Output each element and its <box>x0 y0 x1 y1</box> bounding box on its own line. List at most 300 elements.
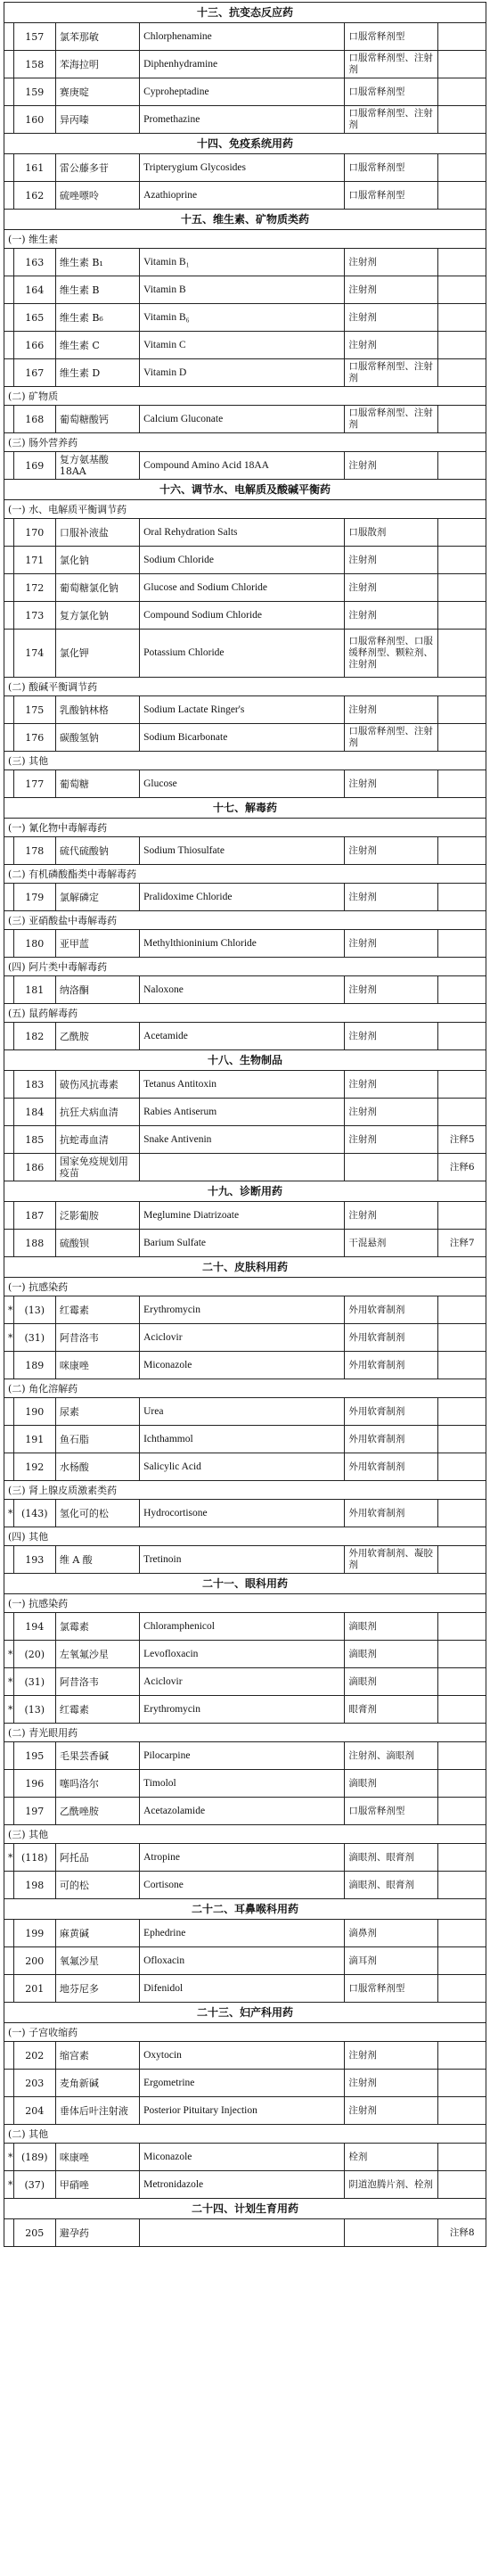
dosage-form: 滴眼剂 <box>345 1613 438 1641</box>
drug-row <box>4 930 486 958</box>
drug-name-english: Chloramphenicol <box>140 1613 345 1641</box>
row-number: 176 <box>13 724 55 752</box>
dosage-form: 外用软膏制剂 <box>345 1324 438 1352</box>
drug-name-english: Levofloxacin <box>140 1641 345 1668</box>
row-mark <box>4 1872 14 1899</box>
row-number: 161 <box>13 154 55 182</box>
subsection-row <box>4 1379 486 1398</box>
drug-row <box>4 1202 486 1230</box>
drug-row <box>4 1099 486 1126</box>
drug-row <box>4 182 486 210</box>
row-number: 191 <box>13 1426 55 1453</box>
drug-name-english: Tripterygium Glycosides <box>140 154 345 182</box>
drug-name-english: Hydrocortisone <box>140 1500 345 1527</box>
row-mark <box>4 1453 14 1481</box>
subsection-label: (一) 抗感染药 <box>4 1594 486 1613</box>
row-mark <box>4 574 14 602</box>
drug-name-chinese: 缩宫素 <box>55 2042 139 2070</box>
row-number: 181 <box>13 976 55 1004</box>
drug-name-english: Vitamin C <box>140 332 345 359</box>
dosage-form: 口服常释剂型 <box>345 78 438 106</box>
drug-row <box>4 1641 486 1668</box>
drug-row <box>4 1546 486 1574</box>
subsection-row <box>4 958 486 976</box>
drug-name-chinese: 垂体后叶注射液 <box>55 2097 139 2125</box>
subsection-label: (一) 抗感染药 <box>4 1278 486 1296</box>
row-number: 173 <box>13 602 55 630</box>
drug-row <box>4 1071 486 1099</box>
dosage-form: 注射剂 <box>345 770 438 798</box>
row-mark: * <box>4 1641 14 1668</box>
dosage-form: 口服常释剂型、注射剂 <box>345 724 438 752</box>
drug-name-chinese: 维生素 B <box>55 276 139 304</box>
dosage-form: 外用软膏制剂 <box>345 1398 438 1426</box>
drug-name-english: Naloxone <box>140 976 345 1004</box>
row-number: 165 <box>13 304 55 332</box>
drug-name-english: Aciclovir <box>140 1668 345 1696</box>
subsection-row <box>4 678 486 696</box>
row-number: 164 <box>13 276 55 304</box>
dosage-form: 注射剂、滴眼剂 <box>345 1742 438 1770</box>
remark: 注释7 <box>438 1230 486 1257</box>
section-title: 十七、解毒药 <box>4 798 486 819</box>
row-number: 169 <box>13 452 55 480</box>
drug-name-english: Pilocarpine <box>140 1742 345 1770</box>
remark <box>438 1202 486 1230</box>
subsection-label: (二) 酸碱平衡调节药 <box>4 678 486 696</box>
drug-name-chinese: 异丙嗪 <box>55 106 139 134</box>
dosage-form <box>345 2219 438 2247</box>
remark <box>438 976 486 1004</box>
remark <box>438 452 486 480</box>
section-title-row <box>4 210 486 230</box>
drug-name-english: Vitamin D <box>140 359 345 387</box>
drug-name-english: Sodium Thiosulfate <box>140 837 345 865</box>
dosage-form: 注射剂 <box>345 332 438 359</box>
drug-name-chinese: 噻吗洛尔 <box>55 1770 139 1798</box>
drug-row <box>4 1426 486 1453</box>
drug-row <box>4 78 486 106</box>
subsection-label: (三) 肾上腺皮质激素类药 <box>4 1481 486 1500</box>
dosage-form: 栓剂 <box>345 2144 438 2171</box>
remark <box>438 1453 486 1481</box>
drug-name-chinese: 国家免疫规划用疫苗 <box>55 1154 139 1181</box>
remark <box>438 1696 486 1724</box>
drug-name-chinese: 乙酰唑胺 <box>55 1798 139 1825</box>
dosage-form: 滴鼻剂 <box>345 1920 438 1947</box>
remark <box>438 884 486 911</box>
row-number: 198 <box>13 1872 55 1899</box>
drug-row <box>4 1126 486 1154</box>
drug-name-english: Methylthioninium Chloride <box>140 930 345 958</box>
remark <box>438 696 486 724</box>
row-number: 182 <box>13 1023 55 1050</box>
drug-name-english: Sodium Chloride <box>140 547 345 574</box>
row-number: 194 <box>13 1613 55 1641</box>
remark <box>438 1798 486 1825</box>
section-title: 二十、皮肤科用药 <box>4 1257 486 1278</box>
subsection-label: (二) 矿物质 <box>4 387 486 406</box>
remark: 注释8 <box>438 2219 486 2247</box>
dosage-form: 注射剂 <box>345 2042 438 2070</box>
row-mark <box>4 23 14 51</box>
row-mark <box>4 304 14 332</box>
remark <box>438 1668 486 1696</box>
row-mark <box>4 2097 14 2125</box>
row-number: (13) <box>13 1696 55 1724</box>
remark <box>438 2171 486 2199</box>
section-title-row <box>4 1257 486 1278</box>
remark <box>438 602 486 630</box>
row-number: 203 <box>13 2070 55 2097</box>
drug-name-english: Promethazine <box>140 106 345 134</box>
row-mark <box>4 2042 14 2070</box>
row-number: 175 <box>13 696 55 724</box>
row-number: (143) <box>13 1500 55 1527</box>
dosage-form: 口服常释剂型 <box>345 154 438 182</box>
drug-name-english <box>140 2219 345 2247</box>
dosage-form: 滴眼剂 <box>345 1770 438 1798</box>
drug-name-english: Diphenhydramine <box>140 51 345 78</box>
subsection-row <box>4 1278 486 1296</box>
drug-name-english: Ergometrine <box>140 2070 345 2097</box>
drug-name-chinese: 葡萄糖氯化钠 <box>55 574 139 602</box>
section-title-row <box>4 2003 486 2023</box>
drug-row <box>4 976 486 1004</box>
drug-name-english: Tretinoin <box>140 1546 345 1574</box>
drug-name-chinese: 硫代硫酸钠 <box>55 837 139 865</box>
section-title-row <box>4 798 486 819</box>
drug-name-english: Vitamin B₁ <box>140 249 345 276</box>
drug-name-english: Glucose and Sodium Chloride <box>140 574 345 602</box>
drug-name-chinese: 氧氟沙星 <box>55 1947 139 1975</box>
drug-name-chinese: 维生素 D <box>55 359 139 387</box>
remark <box>438 1641 486 1668</box>
dosage-form: 阴道泡腾片剂、栓剂 <box>345 2171 438 2199</box>
row-number: 201 <box>13 1975 55 2003</box>
drug-row <box>4 602 486 630</box>
subsection-row <box>4 819 486 837</box>
drug-name-chinese: 硫酸钡 <box>55 1230 139 1257</box>
subsection-row <box>4 1825 486 1844</box>
drug-name-chinese: 阿昔洛韦 <box>55 1668 139 1696</box>
drug-row <box>4 1613 486 1641</box>
drug-row <box>4 1798 486 1825</box>
remark <box>438 574 486 602</box>
drug-row <box>4 1770 486 1798</box>
remark <box>438 630 486 678</box>
row-number: 157 <box>13 23 55 51</box>
drug-name-english: Azathioprine <box>140 182 345 210</box>
remark <box>438 2042 486 2070</box>
dosage-form: 口服散剂 <box>345 519 438 547</box>
row-mark <box>4 1023 14 1050</box>
subsection-row <box>4 2125 486 2144</box>
drug-name-chinese: 碳酸氢钠 <box>55 724 139 752</box>
dosage-form: 外用软膏制剂 <box>345 1500 438 1527</box>
drug-row <box>4 574 486 602</box>
drug-name-chinese: 复方氨基酸 18AA <box>55 452 139 480</box>
subsection-row <box>4 230 486 249</box>
section-title-row <box>4 480 486 500</box>
drug-name-chinese: 麻黄碱 <box>55 1920 139 1947</box>
subsection-row <box>4 2023 486 2042</box>
subsection-label: (五) 鼠药解毒药 <box>4 1004 486 1023</box>
drug-name-chinese: 乙酰胺 <box>55 1023 139 1050</box>
dosage-form: 外用软膏制剂 <box>345 1352 438 1379</box>
drug-name-english: Chlorphenamine <box>140 23 345 51</box>
row-mark <box>4 182 14 210</box>
drug-row <box>4 23 486 51</box>
drug-name-english: Posterior Pituitary Injection <box>140 2097 345 2125</box>
remark <box>438 2070 486 2097</box>
subsection-label: (三) 亚硝酸盐中毒解毒药 <box>4 911 486 930</box>
dosage-form: 外用软膏制剂 <box>345 1296 438 1324</box>
row-number: (20) <box>13 1641 55 1668</box>
dosage-form: 注射剂 <box>345 696 438 724</box>
dosage-form: 注射剂 <box>345 304 438 332</box>
drug-name-english: Sodium Lactate Ringer's <box>140 696 345 724</box>
row-mark <box>4 154 14 182</box>
section-title-row <box>4 2199 486 2219</box>
drug-name-chinese: 咪康唑 <box>55 2144 139 2171</box>
drug-row <box>4 724 486 752</box>
subsection-label: (三) 肠外营养药 <box>4 433 486 452</box>
subsection-label: (二) 青光眼用药 <box>4 1724 486 1742</box>
section-title-row <box>4 134 486 154</box>
drug-name-chinese: 泛影葡胺 <box>55 1202 139 1230</box>
drug-row <box>4 359 486 387</box>
drug-name-chinese: 咪康唑 <box>55 1352 139 1379</box>
subsection-row <box>4 1594 486 1613</box>
remark <box>438 78 486 106</box>
remark <box>438 2144 486 2171</box>
drug-name-chinese: 纳洛酮 <box>55 976 139 1004</box>
drug-row <box>4 1398 486 1426</box>
row-mark: * <box>4 2171 14 2199</box>
drug-row <box>4 1154 486 1181</box>
drug-name-english: Difenidol <box>140 1975 345 2003</box>
drug-row <box>4 837 486 865</box>
row-number: 180 <box>13 930 55 958</box>
row-number: (31) <box>13 1324 55 1352</box>
subsection-label: (一) 子宫收缩药 <box>4 2023 486 2042</box>
dosage-form: 口服常释剂型、注射剂 <box>345 406 438 433</box>
drug-name-chinese: 氯苯那敏 <box>55 23 139 51</box>
drug-row <box>4 406 486 433</box>
drug-row <box>4 2144 486 2171</box>
subsection-row <box>4 752 486 770</box>
dosage-form: 注射剂 <box>345 1202 438 1230</box>
drug-list-document <box>4 2 486 2247</box>
drug-row <box>4 304 486 332</box>
row-mark <box>4 1071 14 1099</box>
drug-name-english: Cortisone <box>140 1872 345 1899</box>
drug-name-chinese: 葡萄糖酸钙 <box>55 406 139 433</box>
row-mark <box>4 930 14 958</box>
drug-name-english: Miconazole <box>140 2144 345 2171</box>
row-mark <box>4 1154 14 1181</box>
drug-row <box>4 2097 486 2125</box>
drug-name-english <box>140 1154 345 1181</box>
drug-name-english: Barium Sulfate <box>140 1230 345 1257</box>
dosage-form: 干混悬剂 <box>345 1230 438 1257</box>
dosage-form: 注射剂 <box>345 1099 438 1126</box>
row-mark <box>4 359 14 387</box>
drug-name-english: Vitamin B <box>140 276 345 304</box>
remark <box>438 1099 486 1126</box>
drug-name-english: Calcium Gluconate <box>140 406 345 433</box>
dosage-form: 眼膏剂 <box>345 1696 438 1724</box>
remark <box>438 406 486 433</box>
drug-table <box>4 2 486 2247</box>
drug-name-chinese: 地芬尼多 <box>55 1975 139 2003</box>
drug-name-chinese: 抗蛇毒血清 <box>55 1126 139 1154</box>
remark <box>438 1613 486 1641</box>
drug-name-english: Urea <box>140 1398 345 1426</box>
row-number: (118) <box>13 1844 55 1872</box>
drug-row <box>4 519 486 547</box>
drug-name-english: Compound Amino Acid 18AA <box>140 452 345 480</box>
row-mark <box>4 519 14 547</box>
drug-row <box>4 1500 486 1527</box>
drug-row <box>4 1844 486 1872</box>
remark <box>438 1920 486 1947</box>
drug-name-chinese: 赛庚啶 <box>55 78 139 106</box>
drug-name-chinese: 维生素 C <box>55 332 139 359</box>
subsection-row <box>4 433 486 452</box>
row-mark: * <box>4 1696 14 1724</box>
remark: 注释6 <box>438 1154 486 1181</box>
drug-name-english: Oxytocin <box>140 2042 345 2070</box>
drug-name-chinese: 氯化钠 <box>55 547 139 574</box>
row-number: 171 <box>13 547 55 574</box>
row-mark <box>4 2219 14 2247</box>
dosage-form: 注射剂 <box>345 249 438 276</box>
dosage-form: 口服常释剂型 <box>345 1975 438 2003</box>
row-number: 193 <box>13 1546 55 1574</box>
section-title: 十九、诊断用药 <box>4 1181 486 1202</box>
subsection-label: (一) 氰化物中毒解毒药 <box>4 819 486 837</box>
drug-name-chinese: 麦角新碱 <box>55 2070 139 2097</box>
remark <box>438 182 486 210</box>
drug-name-chinese: 尿素 <box>55 1398 139 1426</box>
remark <box>438 154 486 182</box>
row-mark <box>4 1352 14 1379</box>
row-mark <box>4 406 14 433</box>
drug-row <box>4 630 486 678</box>
section-title: 十四、免疫系统用药 <box>4 134 486 154</box>
row-mark: * <box>4 1844 14 1872</box>
row-mark <box>4 630 14 678</box>
remark <box>438 1947 486 1975</box>
row-number: 159 <box>13 78 55 106</box>
drug-row <box>4 1023 486 1050</box>
row-number: 187 <box>13 1202 55 1230</box>
row-number: 184 <box>13 1099 55 1126</box>
drug-row <box>4 249 486 276</box>
remark <box>438 1546 486 1574</box>
drug-name-english: Metronidazole <box>140 2171 345 2199</box>
section-title: 十八、生物制品 <box>4 1050 486 1071</box>
drug-row <box>4 2070 486 2097</box>
row-number: 185 <box>13 1126 55 1154</box>
row-number: 192 <box>13 1453 55 1481</box>
drug-name-english: Cyproheptadine <box>140 78 345 106</box>
remark <box>438 304 486 332</box>
drug-name-chinese: 氯解磷定 <box>55 884 139 911</box>
remark <box>438 1071 486 1099</box>
subsection-label: (二) 有机磷酸酯类中毒解毒药 <box>4 865 486 884</box>
dosage-form: 外用软膏制剂、凝胶剂 <box>345 1546 438 1574</box>
subsection-row <box>4 1527 486 1546</box>
drug-name-english: Timolol <box>140 1770 345 1798</box>
drug-name-chinese: 破伤风抗毒素 <box>55 1071 139 1099</box>
section-title-row <box>4 1050 486 1071</box>
row-number: 190 <box>13 1398 55 1426</box>
dosage-form: 外用软膏制剂 <box>345 1426 438 1453</box>
drug-name-chinese: 阿托品 <box>55 1844 139 1872</box>
drug-name-english: Oral Rehydration Salts <box>140 519 345 547</box>
row-mark <box>4 1798 14 1825</box>
section-title: 十三、抗变态反应药 <box>4 3 486 23</box>
remark <box>438 1742 486 1770</box>
drug-table-body <box>4 3 486 2247</box>
row-number: 186 <box>13 1154 55 1181</box>
subsection-label: (四) 阿片类中毒解毒药 <box>4 958 486 976</box>
row-number: 202 <box>13 2042 55 2070</box>
drug-row <box>4 1975 486 2003</box>
drug-row <box>4 1296 486 1324</box>
remark <box>438 837 486 865</box>
drug-name-english: Snake Antivenin <box>140 1126 345 1154</box>
drug-name-chinese: 可的松 <box>55 1872 139 1899</box>
drug-row <box>4 452 486 480</box>
section-title: 二十二、耳鼻喉科用药 <box>4 1899 486 1920</box>
row-number: 183 <box>13 1071 55 1099</box>
row-mark <box>4 884 14 911</box>
drug-row <box>4 1453 486 1481</box>
dosage-form: 注射剂 <box>345 1071 438 1099</box>
remark <box>438 1500 486 1527</box>
drug-row <box>4 2219 486 2247</box>
section-title-row <box>4 1899 486 1920</box>
drug-name-english: Glucose <box>140 770 345 798</box>
section-title: 十五、维生素、矿物质类药 <box>4 210 486 230</box>
dosage-form: 注射剂 <box>345 2070 438 2097</box>
row-number: 166 <box>13 332 55 359</box>
remark <box>438 2097 486 2125</box>
drug-name-chinese: 甲硝唑 <box>55 2171 139 2199</box>
row-mark <box>4 1230 14 1257</box>
row-mark <box>4 1398 14 1426</box>
dosage-form: 口服常释剂型 <box>345 1798 438 1825</box>
row-mark <box>4 51 14 78</box>
drug-name-chinese: 鱼石脂 <box>55 1426 139 1453</box>
dosage-form: 口服常释剂型、注射剂 <box>345 51 438 78</box>
drug-row <box>4 332 486 359</box>
row-mark <box>4 78 14 106</box>
row-number: (13) <box>13 1296 55 1324</box>
section-title: 二十四、计划生育用药 <box>4 2199 486 2219</box>
row-number: 167 <box>13 359 55 387</box>
row-mark <box>4 696 14 724</box>
dosage-form: 注射剂 <box>345 1023 438 1050</box>
row-mark <box>4 452 14 480</box>
row-number: 158 <box>13 51 55 78</box>
drug-name-chinese: 口服补液盐 <box>55 519 139 547</box>
row-number: 204 <box>13 2097 55 2125</box>
